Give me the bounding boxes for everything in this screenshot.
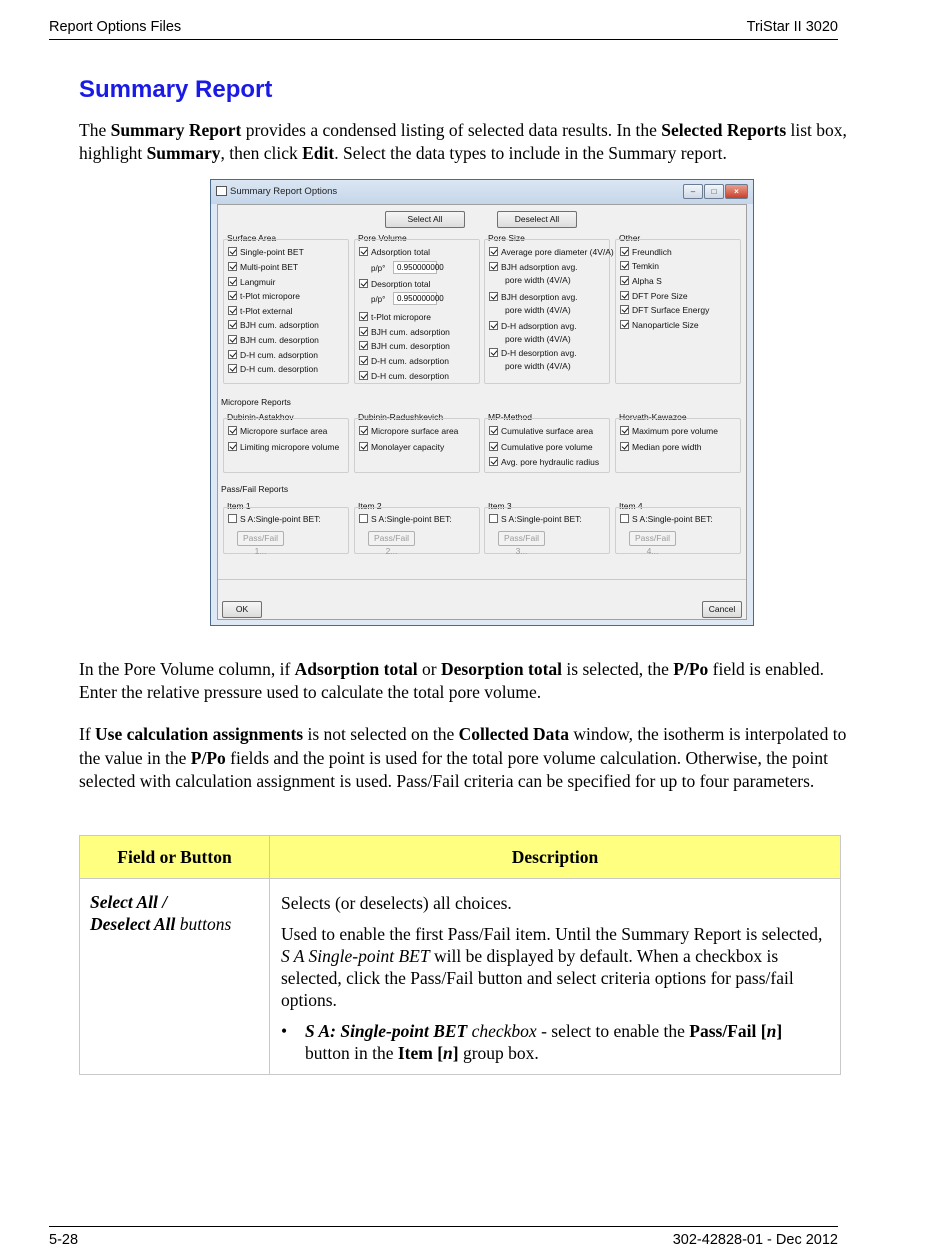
pore-volume-checkbox[interactable]: D-H cum. adsorption bbox=[359, 356, 449, 367]
surface-area-checkbox[interactable]: Multi-point BET bbox=[228, 262, 298, 273]
cancel-button[interactable]: Cancel bbox=[702, 601, 742, 618]
micropore-checkbox[interactable]: Median pore width bbox=[620, 442, 701, 453]
intro-paragraph: The Summary Report provides a condensed listing of selected data results. In the Selected Reports list box, highlight Summary, then click Edit. Select the data types to include in the Summary report. bbox=[79, 120, 847, 163]
table-header-field: Field or Button bbox=[80, 836, 270, 879]
surface-area-checkbox[interactable]: t-Plot external bbox=[228, 306, 292, 317]
description-cell bbox=[270, 879, 841, 1075]
pp-adsorption-input[interactable]: 0.950000000 bbox=[393, 261, 437, 274]
micropore-checkbox[interactable]: Cumulative surface area bbox=[489, 426, 593, 437]
pp-desorption-input[interactable]: 0.950000000 bbox=[393, 292, 437, 305]
surface-area-checkbox[interactable]: BJH cum. adsorption bbox=[228, 320, 319, 331]
pore-size-sublabel: pore width (4V/A) bbox=[505, 361, 571, 371]
other-checkbox[interactable]: Temkin bbox=[620, 261, 659, 272]
description-line: Selects (or deselects) all choices. bbox=[281, 893, 512, 913]
page-footer bbox=[49, 1226, 838, 1250]
surface-area-checkbox[interactable]: D-H cum. adsorption bbox=[228, 350, 318, 361]
table-header-description: Description bbox=[270, 836, 841, 879]
pore-size-heading: Pore Size bbox=[488, 233, 525, 243]
surface-area-checkbox[interactable]: D-H cum. desorption bbox=[228, 364, 318, 375]
surface-area-checkbox[interactable]: Langmuir bbox=[228, 277, 275, 288]
description-bullet: • S A: Single-point BET checkbox - select to enable the Pass/Fail [n] button in the Item [n] group box. bbox=[281, 1020, 829, 1064]
other-checkbox[interactable]: DFT Surface Energy bbox=[620, 305, 709, 316]
pore-size-checkbox[interactable]: Average pore diameter (4V/A) bbox=[489, 247, 614, 258]
header-section-title: Report Options Files bbox=[49, 19, 182, 35]
pore-volume-checkbox[interactable]: D-H cum. desorption bbox=[359, 371, 449, 382]
micropore-checkbox[interactable]: Micropore surface area bbox=[228, 426, 327, 437]
other-checkbox[interactable]: Nanoparticle Size bbox=[620, 320, 699, 331]
desorption-total-checkbox[interactable]: Desorption total bbox=[359, 279, 431, 290]
select-all-button[interactable]: Select All bbox=[385, 211, 465, 228]
passfail-checkbox[interactable]: S A:Single-point BET: bbox=[228, 514, 321, 525]
dubinin-astakhov-heading: Dubinin-Astakhov bbox=[227, 412, 294, 422]
other-checkbox[interactable]: Freundlich bbox=[620, 247, 672, 258]
pore-size-checkbox[interactable]: D-H adsorption avg. bbox=[489, 321, 577, 332]
passfail-checkbox[interactable]: S A:Single-point BET: bbox=[489, 514, 582, 525]
dialog-client-area bbox=[217, 204, 747, 620]
page-title: Summary Report bbox=[79, 76, 273, 103]
micropore-checkbox[interactable]: Avg. pore hydraulic radius bbox=[489, 457, 599, 468]
pore-size-sublabel: pore width (4V/A) bbox=[505, 275, 571, 285]
minimize-icon[interactable]: – bbox=[683, 184, 703, 199]
document-number: 302-42828-01 - Dec 2012 bbox=[672, 1232, 838, 1248]
micropore-checkbox[interactable]: Micropore surface area bbox=[359, 426, 458, 437]
surface-area-checkbox[interactable]: Single-point BET bbox=[228, 247, 304, 258]
micropore-checkbox[interactable]: Cumulative pore volume bbox=[489, 442, 593, 453]
micropore-checkbox[interactable]: Maximum pore volume bbox=[620, 426, 718, 437]
pore-size-sublabel: pore width (4V/A) bbox=[505, 305, 571, 315]
pore-volume-paragraph: In the Pore Volume column, if Adsorption total or Desorption total is selected, the P/Po field is enabled. Enter the relative pressure used to calculate the total pore volume. bbox=[79, 659, 824, 702]
header-product-name: TriStar II 3020 bbox=[746, 19, 838, 35]
pore-size-sublabel: pore width (4V/A) bbox=[505, 334, 571, 344]
passfail-reports-heading: Pass/Fail Reports bbox=[221, 484, 289, 494]
passfail-4-button[interactable]: Pass/Fail 4... bbox=[629, 531, 676, 546]
other-checkbox[interactable]: DFT Pore Size bbox=[620, 291, 688, 302]
calculation-paragraph: If Use calculation assignments is not selected on the Collected Data window, the isotherm is interpolated to the value in the P/Po fields and the point is used for the total pore volume calculation. Otherwise, the point selected with calculation assignment is used. Pass/Fail criteria can be specified for up to four parameters. bbox=[79, 724, 847, 791]
passfail-2-button[interactable]: Pass/Fail 2... bbox=[368, 531, 415, 546]
micropore-reports-heading: Micropore Reports bbox=[221, 397, 291, 407]
dialog-titlebar bbox=[211, 180, 753, 204]
micropore-checkbox[interactable]: Limiting micropore volume bbox=[228, 442, 339, 453]
dialog-title: Summary Report Options bbox=[230, 186, 338, 197]
pp-label: p/p° bbox=[371, 264, 386, 273]
pp-label: p/p° bbox=[371, 295, 386, 304]
pore-volume-checkbox[interactable]: BJH cum. adsorption bbox=[359, 327, 450, 338]
summary-report-options-dialog bbox=[210, 179, 754, 626]
other-checkbox[interactable]: Alpha S bbox=[620, 276, 662, 287]
field-cell: Select All / Deselect All buttons bbox=[80, 879, 270, 1075]
ok-button[interactable]: OK bbox=[222, 601, 262, 618]
passfail-1-button[interactable]: Pass/Fail 1... bbox=[237, 531, 284, 546]
field-description-table bbox=[79, 835, 841, 1075]
other-heading: Other bbox=[619, 233, 641, 243]
passfail-checkbox[interactable]: S A:Single-point BET: bbox=[359, 514, 452, 525]
dialog-separator bbox=[218, 579, 746, 580]
deselect-all-button[interactable]: Deselect All bbox=[497, 211, 577, 228]
pore-volume-heading: Pore Volume bbox=[358, 233, 407, 243]
pore-size-checkbox[interactable]: D-H desorption avg. bbox=[489, 348, 577, 359]
adsorption-total-checkbox[interactable]: Adsorption total bbox=[359, 247, 430, 258]
surface-area-checkbox[interactable]: BJH cum. desorption bbox=[228, 335, 319, 346]
page-number: 5-28 bbox=[49, 1232, 79, 1248]
pore-size-checkbox[interactable]: BJH adsorption avg. bbox=[489, 262, 578, 273]
passfail-item-heading: Item 2 bbox=[358, 501, 382, 511]
close-icon[interactable]: × bbox=[725, 184, 748, 199]
surface-area-checkbox[interactable]: t-Plot micropore bbox=[228, 291, 300, 302]
mp-method-heading: MP-Method bbox=[488, 412, 532, 422]
micropore-checkbox[interactable]: Monolayer capacity bbox=[359, 442, 444, 453]
passfail-3-button[interactable]: Pass/Fail 3... bbox=[498, 531, 545, 546]
surface-area-heading: Surface Area bbox=[227, 233, 277, 243]
window-icon bbox=[216, 186, 227, 196]
passfail-item-heading: Item 3 bbox=[488, 501, 512, 511]
table-header-row bbox=[80, 836, 841, 879]
passfail-item-heading: Item 1 bbox=[227, 501, 251, 511]
dubinin-radushkevich-heading: Dubinin-Radushkevich bbox=[358, 412, 444, 422]
horvath-kawazoe-heading: Horvath-Kawazoe bbox=[619, 412, 687, 422]
passfail-item-heading: Item 4 bbox=[619, 501, 643, 511]
pore-volume-checkbox[interactable]: BJH cum. desorption bbox=[359, 341, 450, 352]
page-header bbox=[49, 18, 838, 40]
pore-volume-checkbox[interactable]: t-Plot micropore bbox=[359, 312, 431, 323]
passfail-checkbox[interactable]: S A:Single-point BET: bbox=[620, 514, 713, 525]
description-line: Used to enable the first Pass/Fail item. Until the Summary Report is selected, S A Single-point BET will be displayed by default. When a checkbox is selected, click the Pass/Fail button and select criteria options for pass/fail options. bbox=[281, 924, 823, 1010]
maximize-icon[interactable]: □ bbox=[704, 184, 724, 199]
pore-size-checkbox[interactable]: BJH desorption avg. bbox=[489, 292, 578, 303]
table-row bbox=[80, 879, 841, 1075]
